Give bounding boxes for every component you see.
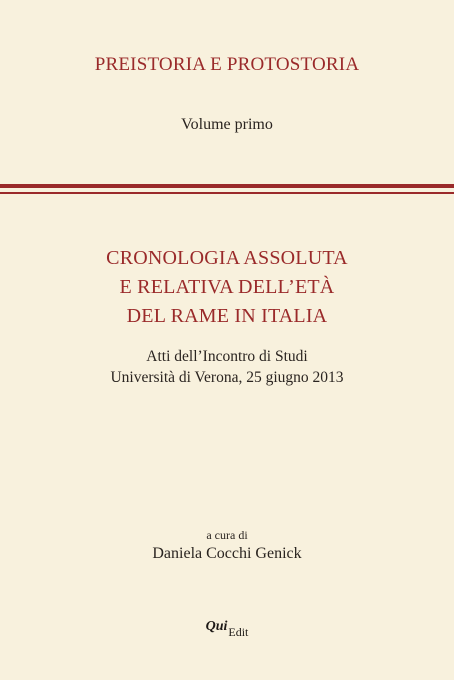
publisher-logo-part-2: Edit [228, 625, 249, 639]
series-title: PREISTORIA E PROTOSTORIA [94, 54, 360, 75]
main-title-line-3: DEL RAME IN ITALIA [126, 305, 328, 327]
subtitle-line-2: Università di Verona, 25 giugno 2013 [110, 369, 344, 386]
subtitle-line-1: Atti dell’Incontro di Studi [146, 348, 308, 365]
top-divider-thick [0, 184, 454, 188]
publisher-logo-part-1: Qui [205, 619, 228, 634]
subtitle [0, 346, 454, 388]
main-title-line-1: CRONOLOGIA ASSOLUTA [106, 247, 348, 269]
top-divider-thin [0, 192, 454, 194]
publisher-logo [0, 619, 454, 639]
editor-prefix: a cura di [206, 528, 248, 542]
editor-name: Daniela Cocchi Genick [152, 545, 302, 562]
main-title-line-2: E RELATIVA DELL’ETÀ [119, 276, 335, 298]
main-title [0, 244, 454, 331]
volume-label: Volume primo [181, 116, 273, 133]
